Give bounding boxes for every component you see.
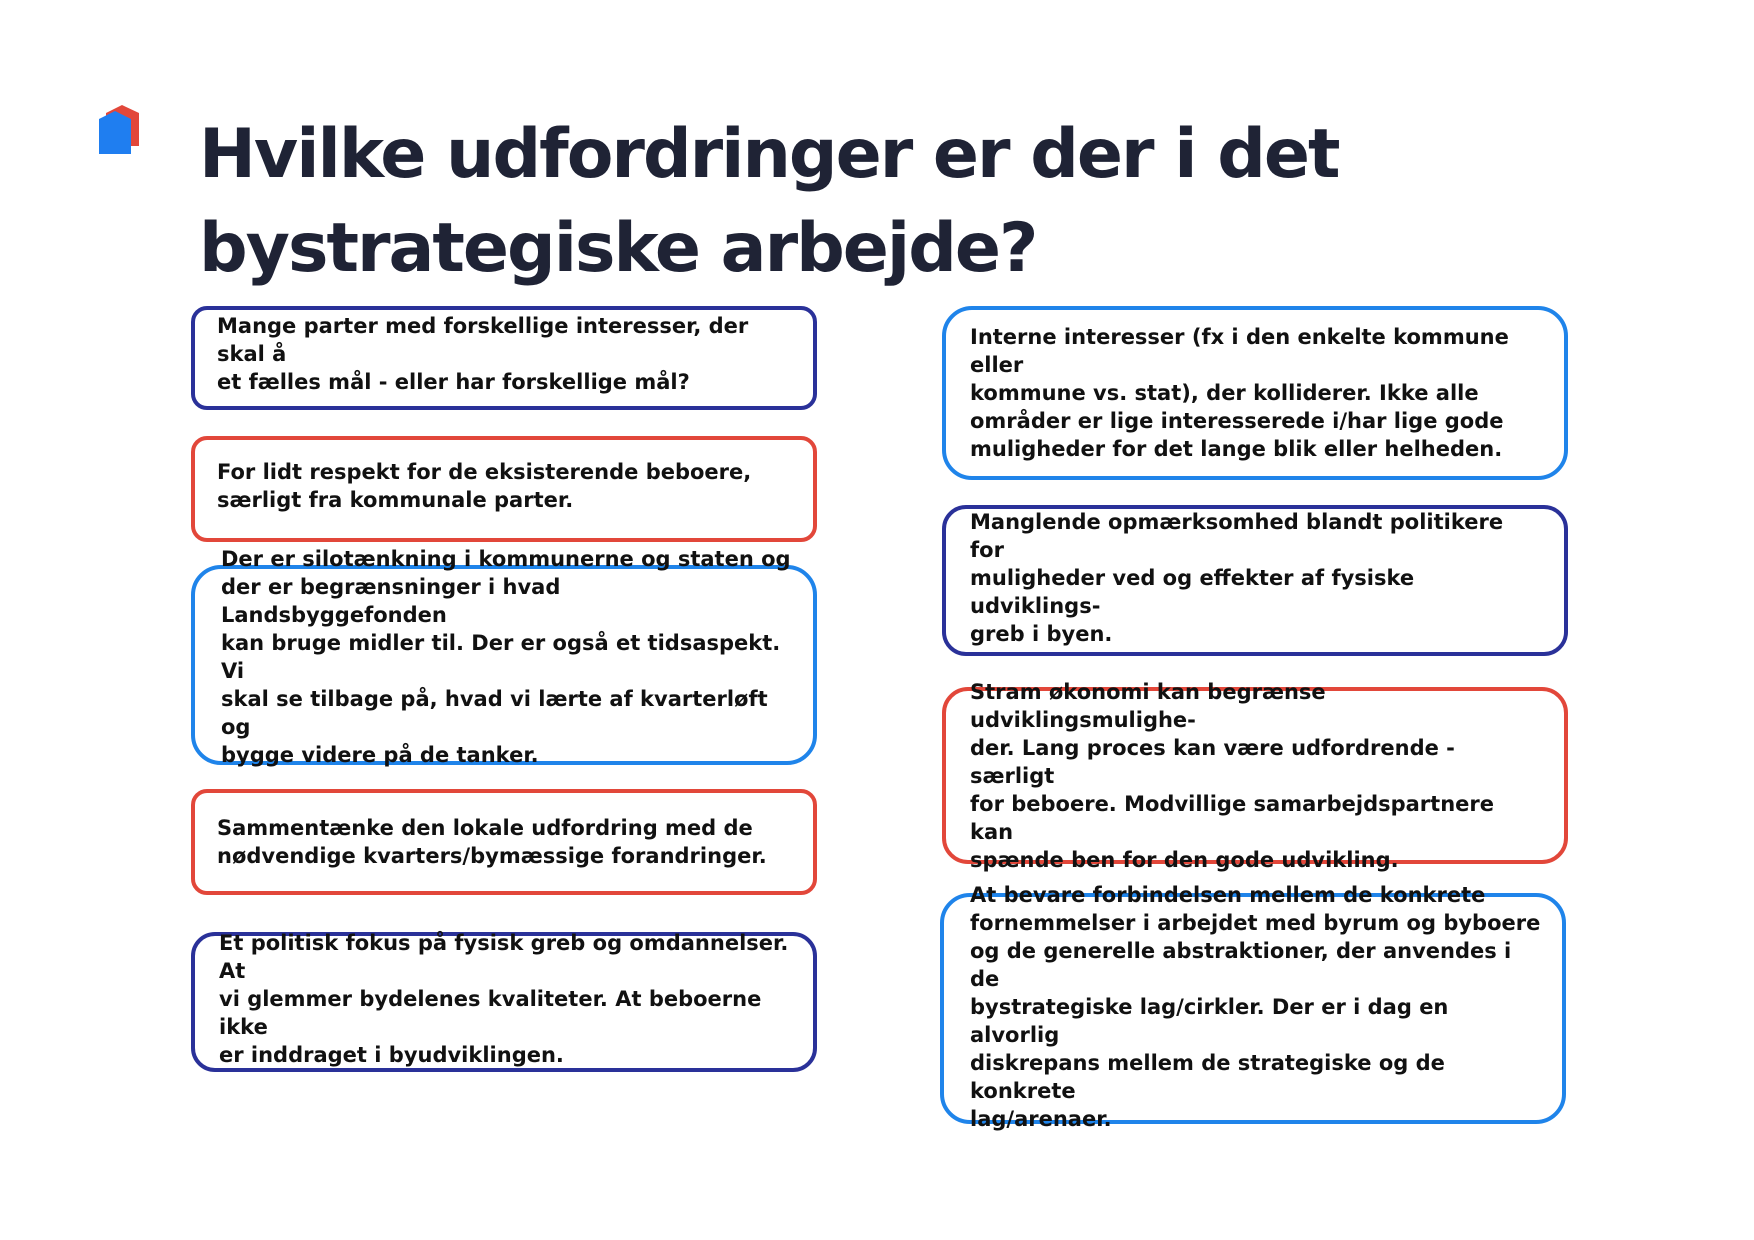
challenge-text: Der er silotænkning i kommunerne og staten og der er begrænsninger i hvad Landsbyggefonden kan bruge midler til. Der er også et tidsaspekt. Vi skal se tilbage på, hvad vi lærte af kvarterløft og bygge videre på de tanker.: [221, 547, 791, 767]
challenge-text: Mange parter med forskellige interesser, der skal å et fælles mål - eller har forskellige mål?: [217, 314, 749, 394]
challenge-text: For lidt respekt for de eksisterende beboere, særligt fra kommunale parter.: [217, 460, 752, 512]
challenge-text: At bevare forbindelsen mellem de konkrete fornemmelser i arbejdet med byrum og byboere og de generelle abstraktioner, der anvendes i de bystrategiske lag/cirkler. Der er i dag en alvorlig diskrepans mellem de strategiske og de konkrete lag/arenaer.: [970, 882, 1541, 1131]
challenge-text: Interne interesser (fx i den enkelte kommune eller kommune vs. stat), der kolliderer. Ikke alle områder er lige interesserede i/har lige gode muligheder for det lange blik eller helheden.: [970, 325, 1509, 461]
challenge-card-4: [191, 789, 817, 895]
challenge-card-3: [191, 547, 817, 767]
challenge-card-8: [942, 679, 1568, 872]
challenge-card-9: [940, 882, 1566, 1131]
challenge-card-2: [191, 436, 817, 542]
house-logo-icon: [97, 104, 141, 156]
challenge-card-1: [191, 306, 817, 410]
challenge-text: Manglende opmærksomhed blandt politikere for muligheder ved og effekter af fysiske udviklings- greb i byen.: [970, 509, 1504, 646]
page-title: Hvilke udfordringer er der i det bystrategiske arbejde?: [199, 115, 1339, 288]
challenge-text: Et politisk fokus på fysisk greb og omdannelser. At vi glemmer bydelenes kvaliteter. At beboerne ikke er inddraget i byudviklingen.: [219, 931, 789, 1067]
challenge-text: Sammentænke den lokale udfordring med de nødvendige kvarters/bymæssige forandringer.: [217, 816, 767, 868]
challenge-text: Stram økonomi kan begrænse udviklingsmulighe- der. Lang proces kan være udfordrende - særligt for beboere. Modvillige samarbejdspartnere kan spænde ben for den gode udvikling.: [970, 679, 1494, 872]
challenge-card-7: [942, 505, 1568, 656]
challenge-card-6: [942, 306, 1568, 480]
challenge-card-5: [191, 932, 817, 1072]
